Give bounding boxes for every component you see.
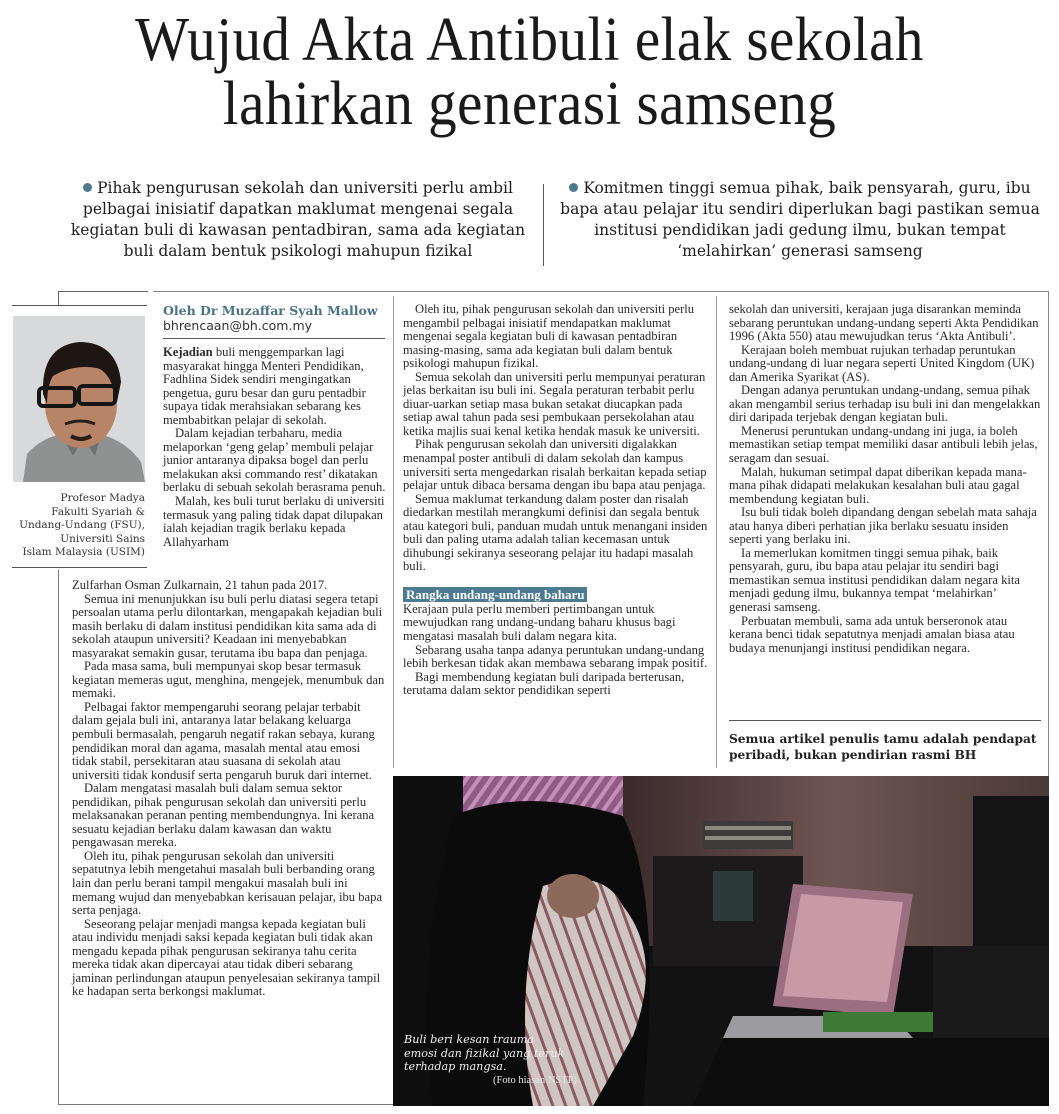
author-faculty-cont: Undang-Undang (FSU), (19, 519, 145, 532)
author-portrait (13, 316, 145, 482)
author-faculty: Fakulti Syariah & (51, 505, 145, 518)
article-column-1-lower (72, 579, 387, 999)
article-paragraph: Pada masa sama, buli mempunyai skop besar termasuk kegiatan memeras ugut, menghina, mengejek, menumbuk dan memaki. (72, 659, 385, 701)
column-divider (393, 296, 394, 768)
article-paragraph: Dalam kejadian terbaharu, media melaporkan ‘geng gelap’ membuli pelajar junior antaranya dipaksa bogel dan perlu melakukan aksi commando rest’ dikatakan berlaku di sebuah sekolah berasrama penuh. (163, 426, 386, 495)
lead-word: Kejadian (163, 345, 213, 359)
frame-rule (1048, 291, 1049, 776)
headline (42, 8, 1016, 136)
bullet-dot-icon (569, 183, 578, 192)
article-paragraph: Zulfarhan Osman Zulkarnain, 21 tahun pada 2017. (72, 578, 328, 592)
article-column-1 (163, 346, 387, 549)
deck-right-text: Komitmen tinggi semua pihak, baik pensyarah, guru, ibu bapa atau pelajar itu sendiri diperlukan bagi pastikan semua institusi pendidikan jadi gedung ilmu, bukan tempat ‘melahirkan’ generasi samseng (560, 179, 1040, 260)
article-paragraph: Dengan adanya peruntukan undang-undang, semua pihak akan mengambil serius terhadap isu buli ini dan mengelakkan diri daripada terjebak dengan kegiatan buli. (729, 383, 1041, 425)
article-paragraph: Oleh itu, pihak pengurusan sekolah dan universiti perlu mengambil pelbagai inisiatif mendapatkan maklumat mengenai segala kegiatan buli di kawasan pentadbiran masing-masing, sama ada kegiatan buli dalam bentuk psikologi mahupun fizikal. (403, 302, 695, 371)
frame-rule (58, 1104, 393, 1105)
column-divider (716, 296, 717, 768)
article-paragraph: Seseorang pelajar menjadi mangsa kepada kegiatan buli atau individu menjadi saksi kepada kegiatan buli tidak akan mengadu kepada pihak pengurusan sekiranya tahu cerita mereka tidak akan dipercayai atau tidak diberi sebarang jaminan perlindungan ataupun penyelesaian sekiranya tampil ke hadapan serta berkongsi maklumat. (72, 916, 381, 999)
article-paragraph: Dalam mengatasi masalah buli dalam semua sektor pendidikan, pihak pengurusan sekolah dan universiti perlu melaksanakan peranan penting membendungnya. Ini kerana sesuatu kejadian berlaku dalam kawasan dan waktu pengawasan mereka. (72, 781, 375, 850)
subheading: Rangka undang-undang baharu (403, 587, 587, 602)
author-caption (8, 492, 145, 560)
deck-right (560, 178, 1040, 262)
deck-divider (543, 184, 544, 266)
article-paragraph: Pelbagai faktor mempengaruhi seorang pelajar terbabit dalam gejala buli ini, antaranya latar belakang keluarga pembuli bermasalah, pengaruh negatif rakan sebaya, kurang pendidikan moral dan agama, masalah mental atau emosi tidak stabil, persekitaran atau suasana di sekolah atau universiti tidak kondusif serta pengaruh buruk dari internet. (72, 699, 375, 782)
article-paragraph: Pihak pengurusan sekolah dan universiti digalakkan menampal poster antibuli di dalam sekolah dan kampus universiti serta mengedarkan risalah berkaitan kepada setiap pelajar untuk dibaca bersama dengan ibu bapa atau penjaga. (403, 437, 707, 493)
byline (163, 303, 385, 334)
author-email[interactable]: bhrencaan@bh.com.my (163, 318, 313, 333)
lead-text: buli menggemparkan lagi masyarakat hingga Menteri Pendidikan, Fadhlina Sidek sendiri mengingatkan pengetua, guru besar dan guru pentadbir supaya tidak merahsiakan sebarang kes membabitkan pelajar di sekolah. (163, 345, 366, 427)
frame-rule (58, 570, 59, 1105)
article-column-2 (403, 303, 708, 698)
article-column-3 (729, 303, 1041, 655)
author-portrait-image (13, 316, 145, 482)
article-paragraph: sekolah dan universiti, kerajaan juga disarankan meminda sebarang peruntukan undang-undang seperti Akta Pendidikan 1996 (Akta 550) atau mewujudkan terus ‘Akta Antibuli’. (729, 302, 1039, 344)
disclaimer: Semua artikel penulis tamu adalah pendapat peribadi, bukan pendirian rasmi BH (729, 732, 1037, 762)
frame-rule (58, 291, 148, 292)
deck-left (58, 178, 538, 262)
article-paragraph: Semua maklumat terkandung dalam poster dan risalah diedarkan mestilah merangkumi definisi dan segala bentuk atau kategori buli, panduan mudah untuk menangani insiden buli dan paling utama adalah talian kecemasan untuk dihubungi sekiranya seseorang pelajar itu hadapi masalah buli. (403, 491, 708, 574)
author-box-rule (12, 305, 147, 306)
headline-line-2: lahirkan generasi samseng (222, 70, 837, 138)
article-paragraph: Menerusi peruntukan undang-undang ini juga, ia boleh memastikan setiap tempat memiliki dasar antibuli lebih jelas, seragam dan sesuai. (729, 423, 1038, 466)
article-paragraph: Oleh itu, pihak pengurusan sekolah dan universiti sepatutnya lebih mengetahui masalah buli berbanding orang lain dan perlu berani tampil mengakui masalah buli ini memang wujud dan menyebabkan kerisauan pelajar, ibu bapa serta penjaga. (72, 848, 383, 918)
byline-rule (163, 338, 385, 339)
article-paragraph: Semua ini menunjukkan isu buli perlu diatasi segera tetapi persoalan utama perlu dilontarkan, mengapakah kejadian buli masih berlaku di dalam institusi pendidikan kita sama ada di sekolah ataupun universiti? Keadaan ini menyebabkan masyarakat semakin gusar, terutama ibu bapa dan penjaga. (72, 591, 383, 660)
article-paragraph: Kerajaan boleh membuat rujukan terhadap peruntukan undang-undang di luar negara seperti United Kingdom (UK) dan Amerika Syarikat (AS). (729, 342, 1035, 384)
article-paragraph: Bagi membendung kegiatan buli daripada berterusan, terutama dalam sektor pendidikan seperti (403, 669, 685, 698)
headline-line-1: Wujud Akta Antibuli elak sekolah (135, 6, 924, 74)
author-box-rule (12, 567, 147, 568)
photo-credit: (Foto hiasan NSTP) (493, 1075, 577, 1086)
article-paragraph: Malah, hukuman setimpal dapat diberikan kepada mana-mana pihak didapati melakukan kesalahan buli atau gagal membendung kegiatan buli. (729, 464, 1027, 506)
article-paragraph: Sebarang usaha tanpa adanya peruntukan undang-undang lebih berkesan tidak akan membawa sebarang impak positif. (403, 642, 708, 671)
lead-paragraph (163, 346, 387, 427)
author-university-cont: Islam Malaysia (USIM) (22, 546, 145, 559)
frame-rule (153, 291, 1048, 292)
photo-caption: Buli beri kesan trauma emosi dan fizikal yang teruk terhadap mangsa. (404, 1033, 565, 1073)
author-university: Universiti Sains (60, 532, 145, 545)
article-paragraph: Malah, kes buli turut berlaku di universiti termasuk yang paling tidak dapat dilupakan ialah kejadian tragik berlaku kepada Allahyarham (163, 494, 385, 549)
frame-rule (58, 291, 59, 305)
article-paragraph: Isu buli tidak boleh dipandang dengan sebelah mata sahaja atau hanya diberi perhatian jika berlaku sesuatu insiden seperti yang berlaku ini. (729, 505, 1037, 547)
bullet-dot-icon (83, 183, 92, 192)
disclaimer-rule (729, 720, 1041, 721)
deck-left-text: Pihak pengurusan sekolah dan universiti perlu ambil pelbagai inisiatif dapatkan maklumat mengenai segala kegiatan buli di kawasan pentadbiran, sama ada kegiatan buli dalam bentuk psikologi mahupun fizikal (70, 179, 526, 260)
article-paragraph: Ia memerlukan komitmen tinggi semua pihak, baik pensyarah, guru, ibu bapa atau pelajar itu sendiri bagi memastikan semua institusi pendidikan dalam negara kita menjadi gedung ilmu, bukannya tempat ‘melahirkan’ generasi samseng. (729, 545, 1020, 615)
article-paragraph: Semua sekolah dan universiti perlu mempunyai peraturan jelas berkaitan isu buli ini. Segala peraturan terbabit perlu diuar-uarkan setiap masa bukan setakat diucapkan pada setiap awal tahun pada sesi pembukaan persekolahan atau ketika majlis suai kenal ketika hendak masuk ke universiti. (403, 369, 706, 438)
author-title: Profesor Madya (60, 492, 145, 504)
article-paragraph: Kerajaan pula perlu memberi pertimbangan untuk mewujudkan rang undang-undang baharu khusus bagi mengatasi masalah buli dalam negara kita. (403, 601, 676, 644)
author-name: Oleh Dr Muzaffar Syah Mallow (163, 303, 378, 318)
article-paragraph: Perbuatan membuli, sama ada untuk berseronok atau kerana benci tidak sepatutnya menjadi amalan biasa atau budaya menunjangi institusi pendidikan negara. (729, 613, 1015, 655)
